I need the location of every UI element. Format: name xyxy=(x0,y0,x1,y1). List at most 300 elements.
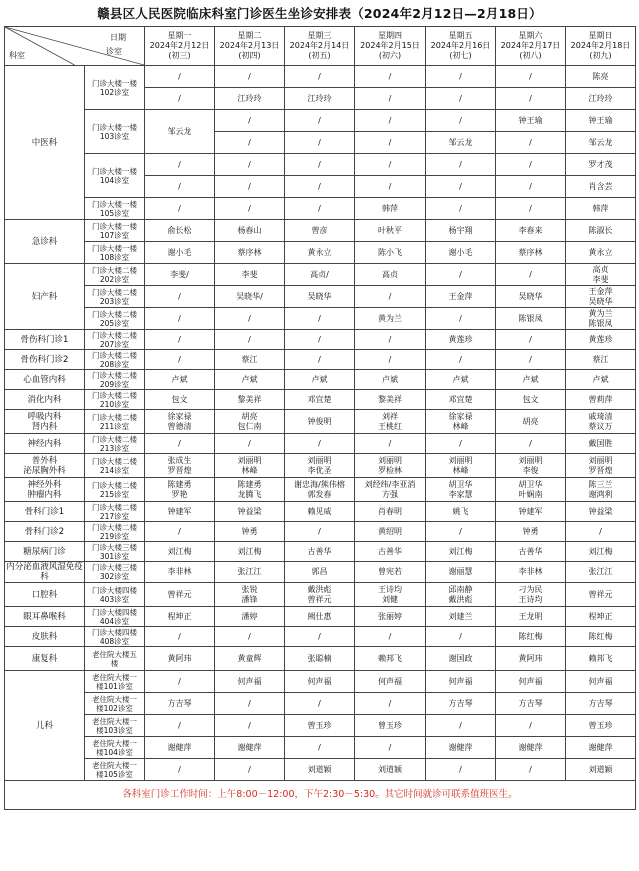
dept-cell: 康复科 xyxy=(5,647,85,671)
schedule-cell: / xyxy=(145,759,215,781)
schedule-cell: 黄为兰 陈银凤 xyxy=(566,308,636,330)
room-cell: 门诊大楼二楼 215诊室 xyxy=(85,478,145,502)
room-cell: 门诊大楼二楼 210诊室 xyxy=(85,390,145,410)
day-weekday: 星期六 xyxy=(518,31,543,40)
dept-cell: 骨伤科门诊2 xyxy=(5,350,85,370)
schedule-cell: 刘道颖 xyxy=(355,759,426,781)
schedule-cell: 何声福 xyxy=(355,671,426,693)
schedule-cell: 何声福 xyxy=(566,671,636,693)
schedule-cell: / xyxy=(215,110,285,132)
table-row xyxy=(5,522,636,542)
schedule-cell: 黄莲珍 xyxy=(566,330,636,350)
schedule-cell: 李斐/ xyxy=(145,264,215,286)
schedule-cell: / xyxy=(496,176,566,198)
schedule-cell: 戚琦清 蔡议万 xyxy=(566,410,636,434)
schedule-cell: 曾玉珍 xyxy=(355,715,426,737)
dept-cell: 糖尿病门诊 xyxy=(5,542,85,562)
schedule-cell: / xyxy=(355,350,426,370)
table-row xyxy=(5,286,636,308)
schedule-cell: 程坤正 xyxy=(566,607,636,627)
schedule-cell: 卢斌 xyxy=(215,370,285,390)
day-lunar: (初三) xyxy=(168,51,191,60)
schedule-cell: 何声福 xyxy=(426,671,496,693)
schedule-cell: / xyxy=(215,308,285,330)
dept-cell: 口腔科 xyxy=(5,583,85,607)
table-row xyxy=(5,671,636,693)
schedule-cell: 吴晓华/ xyxy=(215,286,285,308)
schedule-cell: / xyxy=(496,434,566,454)
schedule-cell: 黄为兰 xyxy=(355,308,426,330)
schedule-cell: 王金萍 xyxy=(426,286,496,308)
room-cell: 老住院大楼一 楼102诊室 xyxy=(85,693,145,715)
schedule-cell: 李非林 xyxy=(496,562,566,583)
schedule-cell: / xyxy=(426,434,496,454)
schedule-cell: 钟俊明 xyxy=(285,410,355,434)
schedule-cell: / xyxy=(566,522,636,542)
room-cell: 门诊大楼一楼 107诊室 xyxy=(85,220,145,242)
day-header xyxy=(145,27,215,66)
room-cell: 门诊大楼一楼 105诊室 xyxy=(85,198,145,220)
schedule-cell: 张锐 潘锋 xyxy=(215,583,285,607)
schedule-cell: / xyxy=(496,66,566,88)
room-cell: 门诊大楼一楼 104诊室 xyxy=(85,154,145,198)
schedule-cell: 陈淑长 xyxy=(566,220,636,242)
schedule-cell: / xyxy=(355,110,426,132)
schedule-cell: 罗才茂 xyxy=(566,154,636,176)
schedule-cell: / xyxy=(426,176,496,198)
schedule-cell: / xyxy=(355,154,426,176)
schedule-cell: 王龙明 xyxy=(496,607,566,627)
table-row xyxy=(5,370,636,390)
schedule-cell: 谢小毛 xyxy=(145,242,215,264)
schedule-cell: 赖见威 xyxy=(285,502,355,522)
page-title: 赣县区人民医院临床科室门诊医生坐诊安排表（2024年2月12日—2月18日） xyxy=(97,6,542,21)
day-lunar: (初六) xyxy=(378,51,402,60)
schedule-cell: 刘道颖 xyxy=(285,759,355,781)
table-row xyxy=(5,66,636,88)
day-date: 2024年2月18日 xyxy=(570,41,631,50)
schedule-cell: / xyxy=(355,627,426,647)
schedule-cell: 李非林 xyxy=(145,562,215,583)
schedule-cell: / xyxy=(285,627,355,647)
schedule-cell: 谢健萍 xyxy=(566,737,636,759)
schedule-cell: / xyxy=(426,66,496,88)
schedule-cell: / xyxy=(285,350,355,370)
schedule-cell: / xyxy=(426,110,496,132)
schedule-cell: 黄永立 xyxy=(566,242,636,264)
schedule-cell: 陈红梅 xyxy=(496,627,566,647)
schedule-cell: 黄童辉 xyxy=(215,647,285,671)
schedule-cell: 方吉琴 xyxy=(145,693,215,715)
schedule-cell: 刘经纬/李亚消 方强 xyxy=(355,478,426,502)
schedule-cell: / xyxy=(426,715,496,737)
schedule-cell: 钟建军 xyxy=(496,502,566,522)
schedule-cell: 钟王瑜 xyxy=(496,110,566,132)
schedule-cell: 黄莲珍 xyxy=(426,330,496,350)
day-lunar: (初七) xyxy=(449,51,472,60)
schedule-cell: 曾彦 xyxy=(285,220,355,242)
schedule-cell: 王金萍 吴晓华 xyxy=(566,286,636,308)
schedule-cell: / xyxy=(285,198,355,220)
room-cell: 门诊大楼三楼 302诊室 xyxy=(85,562,145,583)
table-row xyxy=(5,410,636,434)
day-date: 2024年2月15日 xyxy=(360,41,420,50)
schedule-cell: / xyxy=(285,110,355,132)
schedule-cell: / xyxy=(355,737,426,759)
schedule-cell: / xyxy=(285,522,355,542)
header-row xyxy=(5,27,636,66)
table-row xyxy=(5,715,636,737)
schedule-cell: 卢斌 xyxy=(496,370,566,390)
schedule-cell: / xyxy=(285,308,355,330)
schedule-cell: 方吉琴 xyxy=(566,693,636,715)
schedule-cell: / xyxy=(285,176,355,198)
schedule-cell: / xyxy=(426,264,496,286)
schedule-cell: 刘江梅 xyxy=(215,542,285,562)
date-label: 日期 xyxy=(110,33,126,42)
schedule-cell: 曾莉萍 xyxy=(566,390,636,410)
day-date: 2024年2月14日 xyxy=(289,41,350,50)
schedule-cell: / xyxy=(215,330,285,350)
schedule-cell: 刘丽明 罗晋煌 xyxy=(566,454,636,478)
schedule-cell: 杨宇翔 xyxy=(426,220,496,242)
schedule-cell: 胡亮 xyxy=(496,410,566,434)
schedule-cell: 俞长松 xyxy=(145,220,215,242)
schedule-cell: / xyxy=(145,66,215,88)
schedule-cell: / xyxy=(355,434,426,454)
schedule-cell: / xyxy=(426,308,496,330)
schedule-cell: 韩萍 xyxy=(566,198,636,220)
room-cell: 门诊大楼二楼 208诊室 xyxy=(85,350,145,370)
schedule-cell: 赖邦飞 xyxy=(566,647,636,671)
room-cell: 门诊大楼一楼 103诊室 xyxy=(85,110,145,154)
room-cell: 门诊大楼二楼 202诊室 xyxy=(85,264,145,286)
room-cell: 门诊大楼二楼 213诊室 xyxy=(85,434,145,454)
day-date: 2024年2月13日 xyxy=(219,41,280,50)
schedule-cell: 刘丽明 李俊 xyxy=(496,454,566,478)
room-cell: 门诊大楼二楼 203诊室 xyxy=(85,286,145,308)
table-row xyxy=(5,737,636,759)
table-row xyxy=(5,390,636,410)
table-row xyxy=(5,110,636,132)
schedule-cell: / xyxy=(145,715,215,737)
schedule-cell: 钟益梁 xyxy=(215,502,285,522)
table-row xyxy=(5,434,636,454)
schedule-cell: 曾玉珍 xyxy=(285,715,355,737)
schedule-cell: 高贞/ xyxy=(285,264,355,286)
schedule-cell: / xyxy=(145,350,215,370)
room-cell: 老住院大楼五 楼 xyxy=(85,647,145,671)
schedule-cell: / xyxy=(355,66,426,88)
room-cell: 老住院大楼一 楼103诊室 xyxy=(85,715,145,737)
dept-cell: 消化内科 xyxy=(5,390,85,410)
footer-row xyxy=(5,781,636,810)
day-weekday: 星期日 xyxy=(588,31,613,40)
dept-cell: 皮肤科 xyxy=(5,627,85,647)
schedule-cell: / xyxy=(355,88,426,110)
table-row xyxy=(5,502,636,522)
schedule-cell: 刘江梅 xyxy=(145,542,215,562)
dept-cell: 妇产科 xyxy=(5,264,85,330)
schedule-cell: / xyxy=(426,522,496,542)
schedule-cell: / xyxy=(426,198,496,220)
room-cell: 门诊大楼二楼 214诊室 xyxy=(85,454,145,478)
schedule-cell: 蔡序林 xyxy=(496,242,566,264)
schedule-cell: 包文 xyxy=(145,390,215,410)
table-row xyxy=(5,759,636,781)
schedule-cell: / xyxy=(355,330,426,350)
room-cell: 门诊大楼二楼 209诊室 xyxy=(85,370,145,390)
schedule-cell: / xyxy=(215,176,285,198)
schedule-cell: / xyxy=(426,759,496,781)
schedule-cell: / xyxy=(145,176,215,198)
footer-note: 各科室门诊工作时间：上午8:00－12:00，下午2:30－5:30。其它时间就诊可联系值班医生。 xyxy=(5,781,636,810)
schedule-cell: 张成生 罗晋煌 xyxy=(145,454,215,478)
dept-label: 科室 xyxy=(9,51,25,60)
schedule-cell: 邓宜楚 xyxy=(285,390,355,410)
schedule-cell: 邹云龙 xyxy=(145,110,215,154)
day-weekday: 星期四 xyxy=(378,31,402,40)
schedule-cell: 卢斌 xyxy=(355,370,426,390)
schedule-cell: / xyxy=(426,154,496,176)
dept-cell: 心血管内科 xyxy=(5,370,85,390)
day-date: 2024年2月17日 xyxy=(500,41,561,50)
schedule-cell: 江玲玲 xyxy=(285,88,355,110)
schedule-cell: / xyxy=(145,88,215,110)
schedule-cell: 张丽婷 xyxy=(355,607,426,627)
schedule-cell: 吴晓华 xyxy=(496,286,566,308)
schedule-cell: 曾宪若 xyxy=(355,562,426,583)
schedule-cell: 谢小毛 xyxy=(426,242,496,264)
schedule-cell: / xyxy=(145,330,215,350)
schedule-cell: / xyxy=(215,132,285,154)
schedule-cell: 戴国胜 xyxy=(566,434,636,454)
schedule-cell: 戴洪彪 曾祥元 xyxy=(285,583,355,607)
day-weekday: 星期二 xyxy=(237,31,262,40)
schedule-cell: 程坤正 xyxy=(145,607,215,627)
schedule-cell: 蔡江 xyxy=(566,350,636,370)
table-row xyxy=(5,607,636,627)
day-header xyxy=(285,27,355,66)
schedule-cell: 邹云龙 xyxy=(426,132,496,154)
schedule-cell: 刘丽明 林峰 xyxy=(426,454,496,478)
schedule-cell: 曾祥元 xyxy=(145,583,215,607)
schedule-cell: 何声福 xyxy=(496,671,566,693)
schedule-cell: 古善华 xyxy=(496,542,566,562)
schedule-cell: 陈建勇 龙腾飞 xyxy=(215,478,285,502)
schedule-cell: 陈建勇 罗艳 xyxy=(145,478,215,502)
schedule-cell: 肖含芸 xyxy=(566,176,636,198)
schedule-cell: / xyxy=(145,308,215,330)
schedule-cell: / xyxy=(496,264,566,286)
room-cell: 门诊大楼一楼 102诊室 xyxy=(85,66,145,110)
schedule-cell: 包文 xyxy=(496,390,566,410)
schedule-cell: 卢斌 xyxy=(145,370,215,390)
dept-cell: 骨科门诊2 xyxy=(5,522,85,542)
schedule-cell: 刘丽明 林峰 xyxy=(215,454,285,478)
schedule-cell: / xyxy=(145,434,215,454)
day-lunar: (初八) xyxy=(519,51,542,60)
room-cell: 门诊大楼四楼 404诊室 xyxy=(85,607,145,627)
schedule-cell: 王诗均 刘健 xyxy=(355,583,426,607)
schedule-cell: 刘江梅 xyxy=(566,542,636,562)
table-row xyxy=(5,330,636,350)
schedule-cell: 谢健萍 xyxy=(215,737,285,759)
schedule-cell: 李春来 xyxy=(496,220,566,242)
schedule-cell: / xyxy=(355,176,426,198)
schedule-cell: / xyxy=(145,286,215,308)
schedule-table xyxy=(4,26,636,810)
schedule-cell: 谢健萍 xyxy=(145,737,215,759)
day-lunar: (初五) xyxy=(308,51,331,60)
schedule-cell: 谢健萍 xyxy=(496,737,566,759)
dept-cell: 儿科 xyxy=(5,671,85,781)
room-cell: 门诊大楼一楼 108诊室 xyxy=(85,242,145,264)
schedule-cell: 曾祥元 xyxy=(566,583,636,607)
schedule-cell: 郭昌 xyxy=(285,562,355,583)
schedule-cell: 钟建军 xyxy=(145,502,215,522)
schedule-cell: / xyxy=(426,627,496,647)
schedule-cell: 卢斌 xyxy=(285,370,355,390)
schedule-cell: 胡卫华 李家慧 xyxy=(426,478,496,502)
day-header xyxy=(426,27,496,66)
schedule-cell: 张江江 xyxy=(566,562,636,583)
room-cell: 门诊大楼三楼 301诊室 xyxy=(85,542,145,562)
day-date: 2024年2月16日 xyxy=(430,41,491,50)
schedule-cell: 何声福 xyxy=(215,671,285,693)
dept-cell: 神经外科 肿瘤内科 xyxy=(5,478,85,502)
schedule-cell: 黄阿玮 xyxy=(496,647,566,671)
room-cell: 老住院大楼一 楼104诊室 xyxy=(85,737,145,759)
schedule-cell: 卢斌 xyxy=(566,370,636,390)
table-row xyxy=(5,242,636,264)
schedule-cell: 吴晓华 xyxy=(285,286,355,308)
day-header xyxy=(566,27,636,66)
schedule-cell: 黄永立 xyxy=(285,242,355,264)
schedule-cell: / xyxy=(496,198,566,220)
schedule-cell: / xyxy=(355,286,426,308)
schedule-cell: 古善华 xyxy=(355,542,426,562)
schedule-cell: / xyxy=(355,693,426,715)
table-row xyxy=(5,220,636,242)
schedule-cell: 刘丽明 罗检林 xyxy=(355,454,426,478)
schedule-cell: / xyxy=(145,522,215,542)
header-diagonal-cell xyxy=(5,27,145,66)
day-date: 2024年2月12日 xyxy=(149,41,210,50)
schedule-cell: 刘江梅 xyxy=(426,542,496,562)
dept-cell: 急诊科 xyxy=(5,220,85,264)
schedule-cell: 陈三兰 谢鸿利 xyxy=(566,478,636,502)
schedule-cell: 陈亮 xyxy=(566,66,636,88)
schedule-cell: / xyxy=(285,737,355,759)
day-header xyxy=(355,27,426,66)
schedule-cell: / xyxy=(496,88,566,110)
schedule-cell: 钟益梁 xyxy=(566,502,636,522)
schedule-cell: 谢忠海/熊伟榕 郭发春 xyxy=(285,478,355,502)
schedule-cell: 江玲玲 xyxy=(215,88,285,110)
schedule-cell: / xyxy=(285,154,355,176)
schedule-cell: 刘道颖 xyxy=(566,759,636,781)
table-row xyxy=(5,264,636,286)
schedule-cell: 黄绍明 xyxy=(355,522,426,542)
schedule-cell: 姚飞 xyxy=(426,502,496,522)
room-label: 诊室 xyxy=(106,47,122,56)
schedule-cell: / xyxy=(496,350,566,370)
day-weekday: 星期五 xyxy=(448,31,473,40)
schedule-cell: 邱南静 戴洪彪 xyxy=(426,583,496,607)
dept-cell: 神经内科 xyxy=(5,434,85,454)
day-weekday: 星期三 xyxy=(307,31,332,40)
day-weekday: 星期一 xyxy=(167,31,192,40)
schedule-cell: / xyxy=(215,693,285,715)
schedule-cell: 刘丽明 李优圣 xyxy=(285,454,355,478)
schedule-cell: / xyxy=(215,759,285,781)
room-cell: 老住院大楼一 楼105诊室 xyxy=(85,759,145,781)
schedule-cell: / xyxy=(145,627,215,647)
dept-cell: 骨伤科门诊1 xyxy=(5,330,85,350)
schedule-cell: 钟勇 xyxy=(215,522,285,542)
schedule-cell: 谢国政 xyxy=(426,647,496,671)
schedule-cell: 刘祥 王桃红 xyxy=(355,410,426,434)
schedule-cell: 张聪楠 xyxy=(285,647,355,671)
schedule-cell: / xyxy=(145,198,215,220)
schedule-cell: 高贞 xyxy=(355,264,426,286)
schedule-cell: 陈小飞 xyxy=(355,242,426,264)
schedule-cell: 潘婷 xyxy=(215,607,285,627)
room-cell: 门诊大楼二楼 211诊室 xyxy=(85,410,145,434)
schedule-cell: 杨春山 xyxy=(215,220,285,242)
schedule-cell: / xyxy=(145,671,215,693)
schedule-cell: 卢斌 xyxy=(426,370,496,390)
table-row xyxy=(5,454,636,478)
schedule-cell: / xyxy=(215,198,285,220)
schedule-cell: 曾玉珍 xyxy=(566,715,636,737)
schedule-cell: 谢健萍 xyxy=(426,737,496,759)
schedule-cell: / xyxy=(285,330,355,350)
table-row xyxy=(5,542,636,562)
schedule-cell: / xyxy=(496,715,566,737)
schedule-cell: 叶秋平 xyxy=(355,220,426,242)
schedule-cell: 陈红梅 xyxy=(566,627,636,647)
dept-cell: 眼耳鼻喉科 xyxy=(5,607,85,627)
table-row xyxy=(5,154,636,176)
schedule-cell: 刁为民 王诗均 xyxy=(496,583,566,607)
schedule-cell: 赖邦飞 xyxy=(355,647,426,671)
schedule-cell: 阙仕惠 xyxy=(285,607,355,627)
schedule-cell: / xyxy=(426,350,496,370)
schedule-cell: 张江江 xyxy=(215,562,285,583)
schedule-cell: 邓宜楚 xyxy=(426,390,496,410)
schedule-cell: 黎美祥 xyxy=(355,390,426,410)
schedule-cell: 胡卫华 叶娴南 xyxy=(496,478,566,502)
room-cell: 门诊大楼二楼 217诊室 xyxy=(85,502,145,522)
room-cell: 门诊大楼四楼 408诊室 xyxy=(85,627,145,647)
schedule-cell: 高贞 李斐 xyxy=(566,264,636,286)
schedule-cell: / xyxy=(496,132,566,154)
table-row xyxy=(5,647,636,671)
dept-cell: 中医科 xyxy=(5,66,85,220)
schedule-cell: / xyxy=(355,132,426,154)
dept-cell: 普外科 泌尿胸外科 xyxy=(5,454,85,478)
schedule-cell: / xyxy=(496,154,566,176)
schedule-cell: / xyxy=(496,759,566,781)
schedule-cell: 黄阿玮 xyxy=(145,647,215,671)
schedule-cell: / xyxy=(215,715,285,737)
schedule-cell: 谢丽慧 xyxy=(426,562,496,583)
schedule-cell: / xyxy=(215,627,285,647)
day-header xyxy=(496,27,566,66)
schedule-cell: 蔡江 xyxy=(215,350,285,370)
